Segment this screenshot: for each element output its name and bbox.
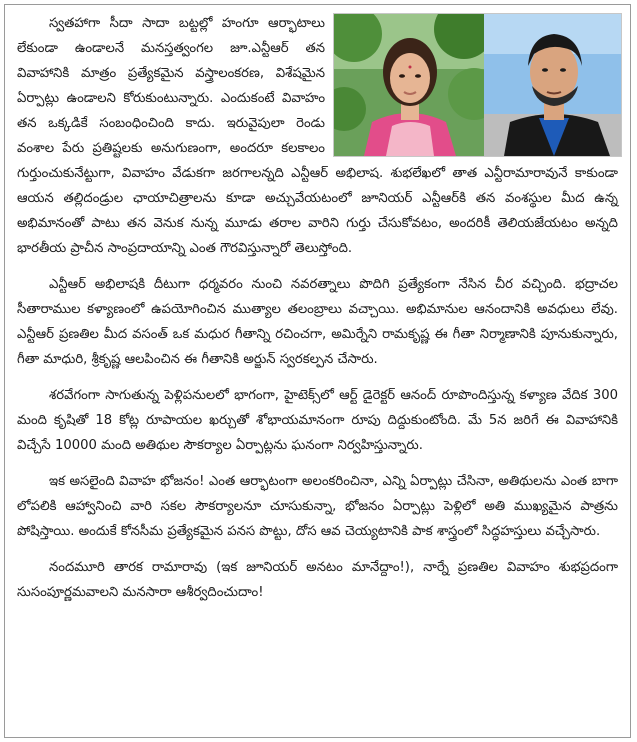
couple-photo-illustration [334, 14, 621, 156]
paragraph-4: ఇక అసలైంది వివాహ భోజనం! ఎంత ఆర్భాటంగా అలంకరించినా, ఎన్ని ఏర్పాట్లు చేసినా, అతిథులను ఎంత బాగా లోపలికి ఆహ్వానించి వారి సకల సౌకర్యాలనూ చూసుకున్నా, భోజనం ఏర్పాట్లు పెళ్లిలో అతి ముఖ్యమైన పాత్రను పోషిస్తాయి. అందుకే కోనసీమ ప్రత్యేకమైన పనస పొట్టు, దోస ఆవ చెయ్యటానికి పాక శాస్త్రంలో సిద్ధహస్తులు వచ్చేసారు. [17, 474, 618, 539]
paragraph-3: శరవేగంగా సాగుతున్న పెళ్లిపనులలో భాగంగా, హైటెక్స్‌లో ఆర్ట్ డైరెక్టర్ ఆనంద్ రూపొందిస్తున్న కళ్యాణ వేదిక 300 మంది కృషితో 18 కోట్ల రూపాయల ఖర్చుతో శోభాయమానంగా రూపు దిద్దుకుంటోంది. మే 5న జరిగే ఈ వివాహానికి విచ్చేసే 10000 మంది అతిథుల సౌకర్యాల ఏర్పాట్లను ఘనంగా నిర్వహిస్తున్నారు. [17, 388, 618, 453]
paragraph-5: నందమూరి తారక రామారావు (ఇక జూనియర్ అనటం మానేద్దాం!), నార్నే ప్రణతిల వివాహం శుభప్రదంగా సుసంపూర్ణమవాలని మనసారా ఆశీర్వదించుదాం! [17, 560, 618, 600]
couple-photo [333, 13, 622, 157]
paragraph-2: ఎన్టీఆర్ అభిలాషకి దీటుగా ధర్మవరం నుంచి నవరత్నాలు పొదిగి ప్రత్యేకంగా నేసిన చీర వచ్చింది. భద్రాచల సీతారాముల కళ్యాణంలో ఉపయోగించిన ముత్యాల తలంబ్రాలు వచ్చాయి. అభిమానుల ఆనందానికి అవధులు లేవు. ఎన్టీఆర్ ప్రణతిల మీద వసంత్ ఒక మధుర గీతాన్ని రచించగా, అమిర్నేని రామకృష్ణ ఈ గీతా నిర్మాణానికి పూనుకున్నారు, గీతా మాధురి, శ్రీకృష్ణ ఆలపించిన ఈ గీతానికి అర్జున్ స్వరకల్పన చేసారు. [17, 277, 618, 367]
paragraph-1: స్వతహాగా సీదా సాదా బట్టల్లో హంగూ ఆర్భాటాలు లేకుండా ఉండాలనే మనస్తత్వంగల జూ.ఎన్టీఆర్ తన వివాహానికి మాత్రం ప్రత్యేకమైన వస్త్రాలంకరణ, విశేషమైన ఏర్పాట్లు ఉండాలని కోరుకుంటున్నారు. ఎందుకంటే వివాహం తన ఒక్కడికే సంబంధించింది కాదు. ఇరువైపులా రెండు వంశాల పేరు ప్రతిష్టలకు అనుగుణంగా, అందరూ కలకాలం గుర్తుంచుకునేట్టుగా, వివాహం వేడుకగా జరగాలన్నది ఎన్టీఆర్ అభిలాష. శుభలేఖలో తాత ఎన్టీరామారావునే కాకుండా ఆయన తల్లిదండ్రుల ఛాయాచిత్రాలను కూడా అచ్చువేయటంలో జూనియర్ ఎన్టీఆర్‌కి తన వంశస్థుల మీద ఉన్న అభిమానంతో పాటు తన వెనుక నున్న మూడు తరాల వారిని గుర్తు చేసుకోవటం, అందరికీ తెలియజేయటం అన్నది భారతీయ ప్రాచీన సాంప్రదాయాన్ని ఎంత గౌరవిస్తున్నారో తెలుస్తోంది. [17, 16, 619, 256]
article-body [17, 11, 618, 616]
article-page [4, 4, 631, 738]
